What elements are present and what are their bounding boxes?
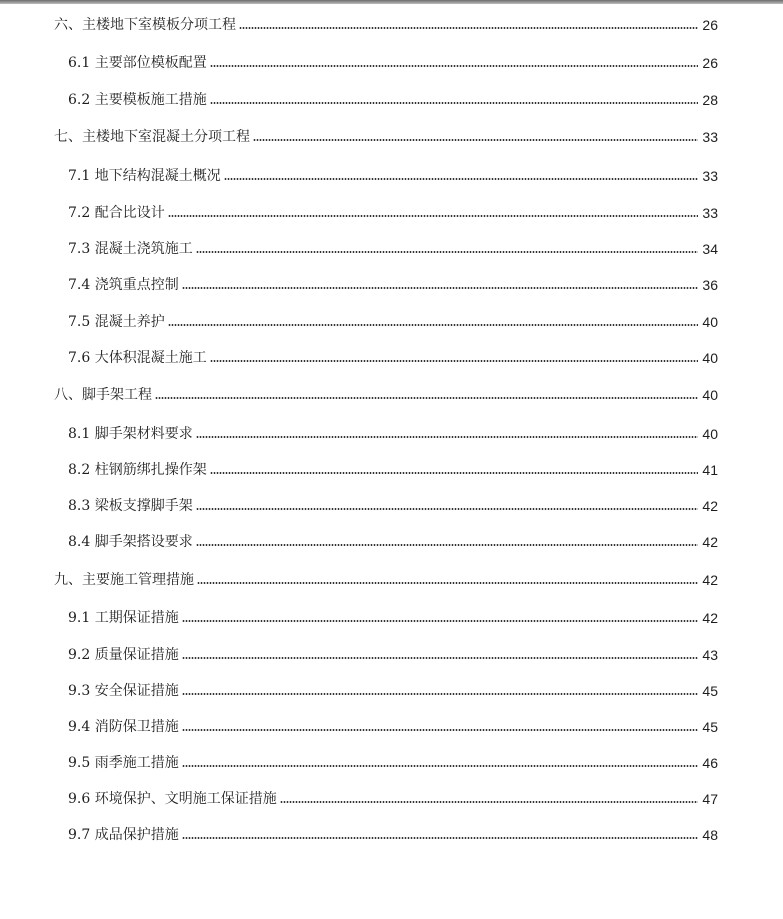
toc-dot-leader bbox=[210, 359, 698, 363]
toc-page-number: 40 bbox=[702, 314, 718, 330]
toc-entry-chapter-6[interactable] bbox=[54, 12, 718, 34]
toc-page-number: 47 bbox=[702, 791, 718, 807]
toc-page-number: 40 bbox=[702, 387, 718, 403]
toc-entry-title: 7.5 混凝土养护 bbox=[68, 314, 165, 330]
toc-entry-section-6-1[interactable] bbox=[68, 50, 718, 72]
toc-page-number: 36 bbox=[702, 277, 718, 293]
toc-entry-title: 8.2 柱钢筋绑扎操作架 bbox=[68, 462, 207, 478]
toc-entry-section-8-3[interactable] bbox=[68, 493, 718, 515]
toc-entry-title: 9.4 消防保卫措施 bbox=[68, 719, 179, 735]
toc-entry-title: 7.1 地下结构混凝土概况 bbox=[68, 168, 221, 184]
toc-page-number: 26 bbox=[702, 17, 718, 33]
toc-entry-title: 7.2 配合比设计 bbox=[68, 205, 165, 221]
toc-dot-leader bbox=[196, 543, 698, 547]
toc-dot-leader bbox=[210, 101, 698, 105]
toc-entry-section-9-6[interactable] bbox=[68, 786, 718, 808]
toc-entry-section-9-3[interactable] bbox=[68, 678, 718, 700]
toc-dot-leader bbox=[182, 286, 698, 290]
toc-page-number: 34 bbox=[702, 241, 718, 257]
toc-dot-leader bbox=[168, 214, 698, 218]
toc-dot-leader bbox=[182, 619, 698, 623]
toc-dot-leader bbox=[182, 692, 698, 696]
toc-entry-chapter-7[interactable] bbox=[54, 124, 718, 146]
toc-dot-leader bbox=[280, 800, 698, 804]
toc-entry-title: 9.3 安全保证措施 bbox=[68, 683, 179, 699]
toc-dot-leader bbox=[196, 250, 698, 254]
toc-entry-section-7-1[interactable] bbox=[68, 163, 718, 185]
toc-dot-leader bbox=[239, 26, 698, 30]
toc-entry-title: 9.2 质量保证措施 bbox=[68, 647, 179, 663]
toc-entry-title: 六、主楼地下室模板分项工程 bbox=[54, 17, 236, 33]
toc-entry-section-6-2[interactable] bbox=[68, 87, 718, 109]
toc-page-number: 40 bbox=[702, 350, 718, 366]
toc-entry-section-8-2[interactable] bbox=[68, 457, 718, 479]
toc-entry-title: 6.1 主要部位模板配置 bbox=[68, 55, 207, 71]
toc-entry-section-7-6[interactable] bbox=[68, 345, 718, 367]
toc-page-number: 45 bbox=[702, 683, 718, 699]
toc-entry-section-7-3[interactable] bbox=[68, 236, 718, 258]
toc-dot-leader bbox=[210, 471, 698, 475]
toc-page-number: 46 bbox=[702, 755, 718, 771]
toc-entry-title: 九、主要施工管理措施 bbox=[54, 572, 194, 588]
toc-page-number: 28 bbox=[702, 92, 718, 108]
toc-entry-section-9-7[interactable] bbox=[68, 822, 718, 844]
toc-dot-leader bbox=[168, 323, 698, 327]
toc-entry-section-7-4[interactable] bbox=[68, 272, 718, 294]
toc-entry-title: 7.4 浇筑重点控制 bbox=[68, 277, 179, 293]
toc-page-number: 42 bbox=[702, 572, 718, 588]
toc-dot-leader bbox=[196, 435, 698, 439]
toc-entry-title: 9.1 工期保证措施 bbox=[68, 610, 179, 626]
toc-dot-leader bbox=[196, 507, 698, 511]
toc-page-number: 45 bbox=[702, 719, 718, 735]
toc-dot-leader bbox=[182, 836, 698, 840]
toc-dot-leader bbox=[182, 764, 698, 768]
toc-entry-section-8-1[interactable] bbox=[68, 421, 718, 443]
toc-entry-section-7-5[interactable] bbox=[68, 309, 718, 331]
toc-entry-section-9-4[interactable] bbox=[68, 714, 718, 736]
toc-dot-leader bbox=[182, 728, 698, 732]
toc-dot-leader bbox=[224, 177, 698, 181]
toc-entry-chapter-9[interactable] bbox=[54, 567, 718, 589]
toc-entry-section-9-1[interactable] bbox=[68, 605, 718, 627]
toc-dot-leader bbox=[197, 581, 698, 585]
toc-entry-title: 8.4 脚手架搭设要求 bbox=[68, 534, 193, 550]
toc-entry-title: 8.3 梁板支撑脚手架 bbox=[68, 498, 193, 514]
toc-entry-title: 6.2 主要模板施工措施 bbox=[68, 92, 207, 108]
toc-entry-section-7-2[interactable] bbox=[68, 200, 718, 222]
toc-page-number: 42 bbox=[702, 610, 718, 626]
toc-entry-title: 八、脚手架工程 bbox=[54, 387, 152, 403]
toc-dot-leader bbox=[253, 138, 698, 142]
toc-entry-section-9-2[interactable] bbox=[68, 642, 718, 664]
toc-page-number: 42 bbox=[702, 534, 718, 550]
toc-entry-title: 9.5 雨季施工措施 bbox=[68, 755, 179, 771]
toc-entry-title: 7.6 大体积混凝土施工 bbox=[68, 350, 207, 366]
toc-entry-title: 9.7 成品保护措施 bbox=[68, 827, 179, 843]
toc-dot-leader bbox=[210, 64, 698, 68]
toc-dot-leader bbox=[155, 396, 698, 400]
toc-page-number: 26 bbox=[702, 55, 718, 71]
toc-entry-chapter-8[interactable] bbox=[54, 382, 718, 404]
toc-page-number: 41 bbox=[702, 462, 718, 478]
window-top-border bbox=[0, 0, 783, 4]
toc-page-number: 40 bbox=[702, 426, 718, 442]
toc-page-number: 43 bbox=[702, 647, 718, 663]
toc-entry-title: 七、主楼地下室混凝土分项工程 bbox=[54, 129, 250, 145]
toc-entry-title: 9.6 环境保护、文明施工保证措施 bbox=[68, 791, 277, 807]
toc-entry-title: 8.1 脚手架材料要求 bbox=[68, 426, 193, 442]
toc-page-number: 33 bbox=[702, 205, 718, 221]
toc-entry-section-9-5[interactable] bbox=[68, 750, 718, 772]
toc-entry-title: 7.3 混凝土浇筑施工 bbox=[68, 241, 193, 257]
toc-page-number: 33 bbox=[702, 129, 718, 145]
toc-page-number: 48 bbox=[702, 827, 718, 843]
toc-page-number: 33 bbox=[702, 168, 718, 184]
toc-page-number: 42 bbox=[702, 498, 718, 514]
toc-entry-section-8-4[interactable] bbox=[68, 529, 718, 551]
toc-dot-leader bbox=[182, 656, 698, 660]
